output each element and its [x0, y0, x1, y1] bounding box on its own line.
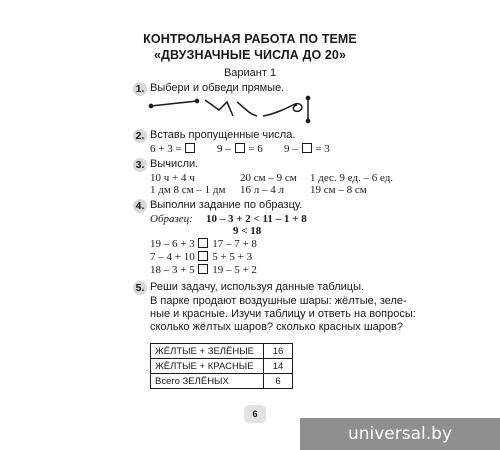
straight-segment-1 — [149, 99, 198, 107]
task-number: 2. — [133, 129, 147, 143]
task-2-text: Вставь пропущенные числа. — [150, 129, 296, 141]
compare-box[interactable] — [198, 264, 208, 274]
sample-label: Образец: — [150, 213, 193, 225]
expression: 10 ч + 4 ч — [150, 172, 195, 184]
task-number: 3. — [133, 158, 147, 172]
task-number: 1. — [133, 82, 147, 96]
table-row — [151, 344, 293, 359]
watermark: universal.by — [300, 418, 500, 450]
spiral-line — [263, 104, 302, 116]
problem-text-line: В парке продают воздушные шары: жёлтые, зеле- — [150, 295, 407, 307]
equation-3: 9 – = 3 — [284, 143, 330, 155]
equation-2: 9 – = 6 — [217, 143, 263, 155]
straight-segment-2 — [306, 96, 309, 122]
comparison-row: 18 – 3 + 5 19 – 5 + 2 — [150, 264, 257, 276]
equation-1: 6 + 3 = — [150, 143, 196, 155]
expression: 1 дес. 9 ед. – 6 ед. — [310, 172, 394, 184]
table-cell-label: ЖЁЛТЫЕ + КРАСНЫЕ — [151, 359, 264, 374]
zigzag-line — [205, 100, 233, 116]
task-5-text: Реши задачу, используя данные таблицы. — [150, 281, 365, 293]
curve-line — [237, 102, 257, 116]
page-title-line-1: КОНТРОЛЬНАЯ РАБОТА ПО ТЕМЕ — [143, 32, 357, 46]
lines-drawing — [145, 94, 320, 124]
sample-result: 9 < 18 — [233, 225, 262, 237]
compare-box[interactable] — [198, 251, 208, 261]
table-cell-value: 6 — [264, 374, 293, 389]
task-4-text: Выполни задание по образцу. — [150, 199, 303, 211]
expression: 19 см – 8 см — [310, 184, 367, 196]
task-number: 4. — [133, 199, 147, 213]
page-title-line-2: «ДВУЗНАЧНЫЕ ЧИСЛА ДО 20» — [153, 48, 347, 62]
comparison-row: 7 – 4 + 10 5 + 5 + 3 — [150, 251, 253, 263]
expression: 1 дм 8 см – 1 дм — [150, 184, 226, 196]
answer-box[interactable] — [302, 143, 312, 153]
table-row — [151, 374, 293, 389]
problem-text-line: сколько жёлтых шаров? сколько красных шаров? — [150, 321, 403, 333]
comparison-row: 19 – 6 + 3 17 – 7 + 8 — [150, 238, 257, 250]
sample-expression: 10 – 3 + 2 < 11 – 1 + 8 — [206, 213, 307, 225]
answer-box[interactable] — [185, 143, 195, 153]
answer-box[interactable] — [235, 143, 245, 153]
compare-box[interactable] — [198, 238, 208, 248]
table-cell-value: 14 — [264, 359, 293, 374]
variant-label: Вариант 1 — [223, 67, 277, 79]
table-row — [151, 359, 293, 374]
expression: 16 л – 4 л — [240, 184, 284, 196]
data-table — [150, 343, 293, 389]
task-1-text: Выбери и обведи прямые. — [150, 82, 285, 94]
problem-text-line: ные и красные. Изучи таблицу и ответь на вопросы: — [150, 308, 416, 320]
page-number: 6 — [244, 405, 266, 423]
table-cell-label: Всего ЗЕЛЁНЫХ — [151, 374, 264, 389]
expression: 20 см – 9 см — [240, 172, 297, 184]
task-number: 5. — [133, 281, 147, 295]
task-3-text: Вычисли. — [150, 158, 199, 170]
table-cell-value: 16 — [264, 344, 293, 359]
table-cell-label: ЖЁЛТЫЕ + ЗЕЛЁНЫЕ — [151, 344, 264, 359]
